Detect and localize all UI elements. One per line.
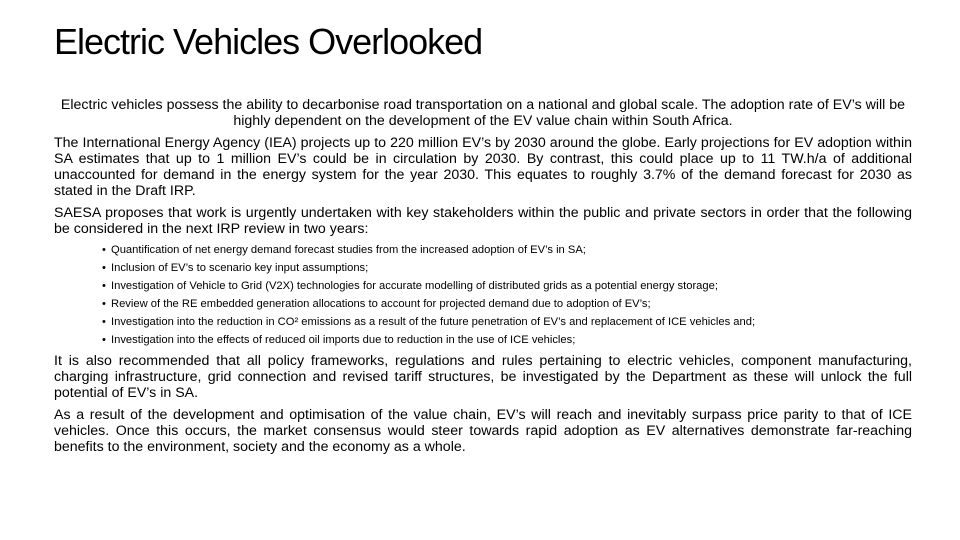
list-item-text: Review of the RE embedded generation allocations to account for projected demand due to adoption of EV’s; — [111, 298, 651, 310]
list-item — [102, 241, 912, 259]
list-item — [102, 331, 912, 349]
list-item-text: Quantification of net energy demand forecast studies from the increased adoption of EV’s in SA; — [111, 244, 586, 256]
bullet-icon: • — [102, 334, 106, 346]
bullet-icon: • — [102, 316, 106, 328]
bullet-icon: • — [102, 262, 106, 274]
list-item-text: Investigation of Vehicle to Grid (V2X) technologies for accurate modelling of distributed grids as a potential energy storage; — [111, 280, 718, 292]
recommendation-list — [54, 241, 912, 349]
list-item-text: Investigation into the effects of reduced oil imports due to reduction in the use of ICE vehicles; — [111, 334, 576, 346]
paragraph-intro: Electric vehicles possess the ability to decarbonise road transportation on a national and global scale. The adoption rate of EV’s will be highly dependent on the development of the EV value chain within South Africa. — [60, 97, 906, 129]
list-item-text: Inclusion of EV’s to scenario key input assumptions; — [111, 262, 369, 274]
list-item-text: Investigation into the reduction in CO² emissions as a result of the future penetration of EV’s and replacement of ICE vehicles and; — [111, 316, 756, 328]
list-item — [102, 313, 912, 331]
paragraph-iea-projection: The International Energy Agency (IEA) projects up to 220 million EV’s by 2030 around the globe. Early projections for EV adoption within SA estimates that up to 1 million EV’s could be in circulation by 2030. By contrast, this could place up to 11 TW.h/a of additional unaccounted for demand in the energy system for the year 2030. This equates to roughly 3.7% of the demand forecast for 2030 as stated in the Draft IRP. — [54, 135, 912, 199]
bullet-icon: • — [102, 280, 106, 292]
bullet-icon: • — [102, 244, 106, 256]
slide-body — [54, 97, 912, 461]
paragraph-saesa-proposal: SAESA proposes that work is urgently undertaken with key stakeholders within the public and private sectors in order that the following be considered in the next IRP review in two years: — [54, 205, 912, 237]
list-item — [102, 259, 912, 277]
paragraph-price-parity: As a result of the development and optimisation of the value chain, EV’s will reach and inevitably surpass price parity to that of ICE vehicles. Once this occurs, the market consensus would steer towards rapid adoption as EV alternatives demonstrate far-reaching benefits to the environment, society and the economy as a whole. — [54, 407, 912, 455]
bullet-icon: • — [102, 298, 106, 310]
paragraph-policy-recommendation: It is also recommended that all policy frameworks, regulations and rules pertaining to electric vehicles, component manufacturing, charging infrastructure, grid connection and revised tariff structures, be investigated by the Department as these will unlock the full potential of EV’s in SA. — [54, 353, 912, 401]
list-item — [102, 295, 912, 313]
slide-title: Electric Vehicles Overlooked — [54, 21, 483, 62]
list-item — [102, 277, 912, 295]
